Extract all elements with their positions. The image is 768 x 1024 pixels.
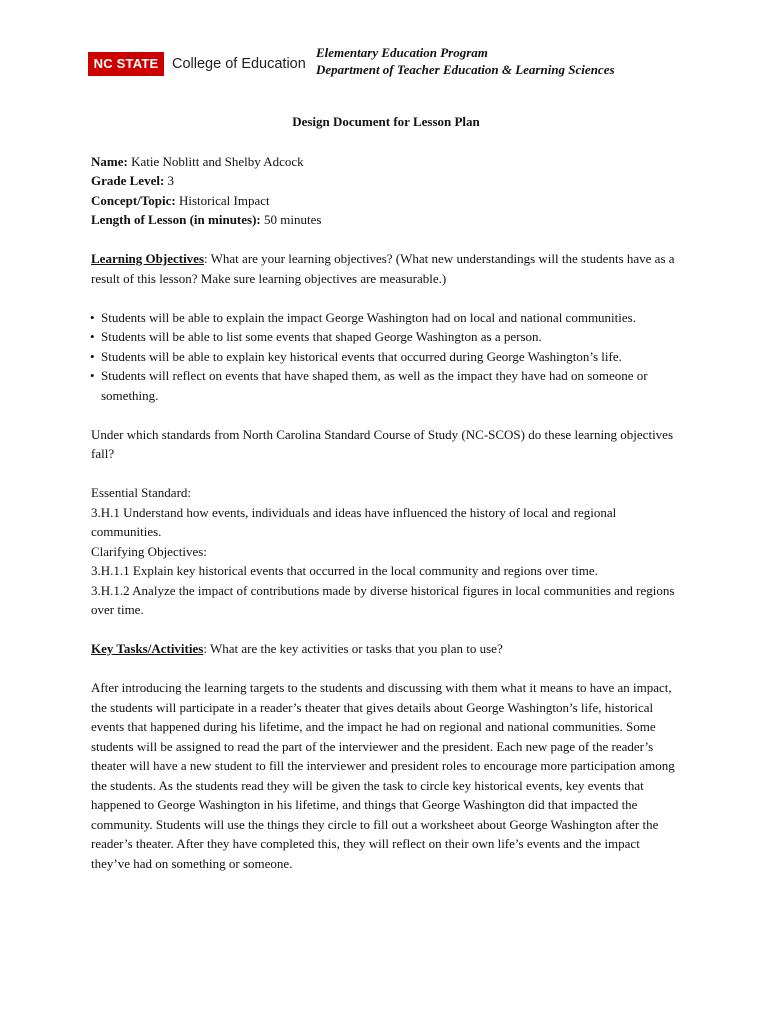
document-body bbox=[91, 112, 681, 873]
learning-objectives-question: : What are your learning objectives? (What new understandings will the students have as a result of this lesson? Make sure learning objectives are measurable.) bbox=[91, 251, 675, 286]
bullet-icon: • bbox=[90, 348, 95, 364]
field-topic bbox=[91, 191, 681, 211]
nc-state-logo: NC STATE bbox=[88, 52, 164, 76]
list-item bbox=[91, 347, 681, 367]
essential-standard-text: 3.H.1 Understand how events, individuals and ideas have influenced the history of local and regional communities. bbox=[91, 504, 617, 539]
clarifying-objective-1: 3.H.1.1 Explain key historical events that occurred in the local community and regions over time. bbox=[91, 563, 598, 578]
department-name: Department of Teacher Education & Learning Sciences bbox=[316, 62, 615, 77]
field-label: Concept/Topic: bbox=[91, 192, 176, 208]
learning-objectives-heading: Learning Objectives bbox=[91, 251, 205, 266]
clarifying-objective-2: 3.H.1.2 Analyze the impact of contributions made by diverse historical figures in local communities and regions over time. bbox=[91, 582, 675, 617]
bullet-icon: • bbox=[90, 368, 95, 383]
objectives-list bbox=[91, 308, 681, 406]
learning-objectives-prompt bbox=[91, 249, 681, 288]
objective-text: Students will be able to explain key historical events that occurred during George Washington’s life. bbox=[101, 348, 622, 364]
field-name bbox=[91, 152, 681, 172]
key-tasks-prompt bbox=[91, 639, 681, 659]
field-length bbox=[91, 210, 681, 230]
field-label: Length of Lesson (in minutes): bbox=[91, 212, 261, 227]
list-item bbox=[91, 327, 681, 347]
college-name: College of Education bbox=[172, 56, 306, 72]
field-grade-level bbox=[91, 171, 681, 191]
bullet-icon: • bbox=[90, 309, 95, 325]
objective-text: Students will be able to explain the impact George Washington had on local and national communities. bbox=[101, 309, 636, 325]
key-tasks-question: : What are the key activities or tasks that you plan to use? bbox=[203, 641, 503, 656]
list-item bbox=[91, 366, 681, 405]
field-value: Katie Noblitt and Shelby Adcock bbox=[131, 153, 304, 169]
program-heading bbox=[316, 44, 615, 78]
field-label: Name: bbox=[91, 153, 128, 169]
bullet-icon: • bbox=[90, 329, 95, 344]
program-name: Elementary Education Program bbox=[316, 45, 488, 60]
key-tasks-body: After introducing the learning targets to the students and discussing with them what it means to have an impact, the students will participate in a reader’s theater that gives details about George Washington’s life, historical events that happened during his lifetime, and the impact he had on regional and national communities. Some students will be assigned to read the part of the interviewer and the president. Each new page of the reader’s theater will have a new student to fill the interviewer and president roles to encourage more participation among the students. As the students read they will be given the task to circle key historical events, key events that happened to George Washington in his lifetime, and things that George Washington did that impacted the community. Students will use the things they circle to fill out a worksheet about George Washington after the reader’s theater. After they have completed this, they will reflect on their own life’s events and the impact they’ve had on something or someone. bbox=[91, 680, 675, 871]
key-tasks-heading: Key Tasks/Activities bbox=[91, 641, 204, 656]
field-value: 3 bbox=[167, 173, 175, 188]
field-label: Grade Level: bbox=[91, 173, 165, 188]
field-value: 50 minutes bbox=[264, 212, 322, 227]
document-header bbox=[88, 44, 688, 84]
lesson-info bbox=[91, 152, 681, 230]
objective-text: Students will be able to list some events that shaped George Washington as a person. bbox=[101, 329, 542, 344]
clarifying-objectives-label: Clarifying Objectives: bbox=[91, 543, 207, 559]
list-item bbox=[91, 308, 681, 328]
document-title: Design Document for Lesson Plan bbox=[292, 114, 480, 129]
field-value: Historical Impact bbox=[179, 192, 270, 208]
standards-block bbox=[91, 483, 681, 620]
standards-question: Under which standards from North Carolina Standard Course of Study (NC-SCOS) do these learning objectives fall? bbox=[91, 426, 674, 461]
essential-standard-label: Essential Standard: bbox=[91, 485, 192, 500]
objective-text: Students will reflect on events that have shaped them, as well as the impact they have had on someone or something. bbox=[101, 368, 648, 403]
